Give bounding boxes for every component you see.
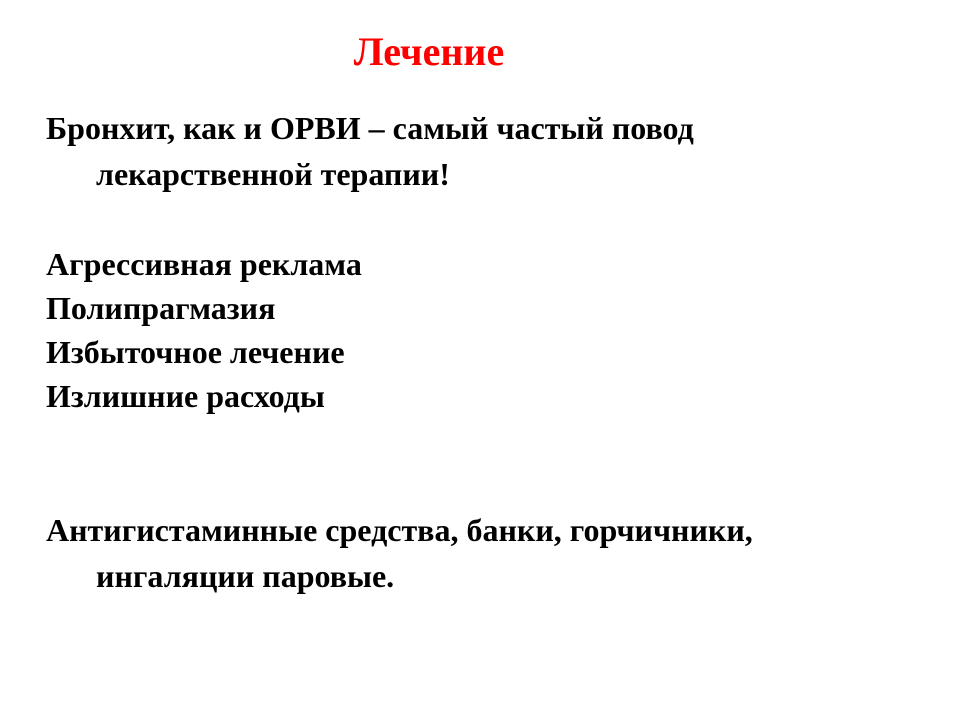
- list-item-4: Излишние расходы: [46, 378, 325, 414]
- paragraph-1-line-1: Бронхит, как и ОРВИ – самый частый повод: [46, 110, 694, 146]
- paragraph-1-line-2: лекарственной терапии!: [96, 156, 450, 192]
- list-item-2: Полипрагмазия: [46, 290, 276, 326]
- paragraph-2-line-1: Антигистаминные средства, банки, горчичники,: [46, 512, 753, 548]
- list-item-1: Агрессивная реклама: [46, 246, 362, 282]
- slide-title: Лечение: [353, 29, 505, 74]
- list-item-3: Избыточное лечение: [46, 334, 345, 370]
- paragraph-2-line-2: ингаляции паровые.: [96, 558, 395, 594]
